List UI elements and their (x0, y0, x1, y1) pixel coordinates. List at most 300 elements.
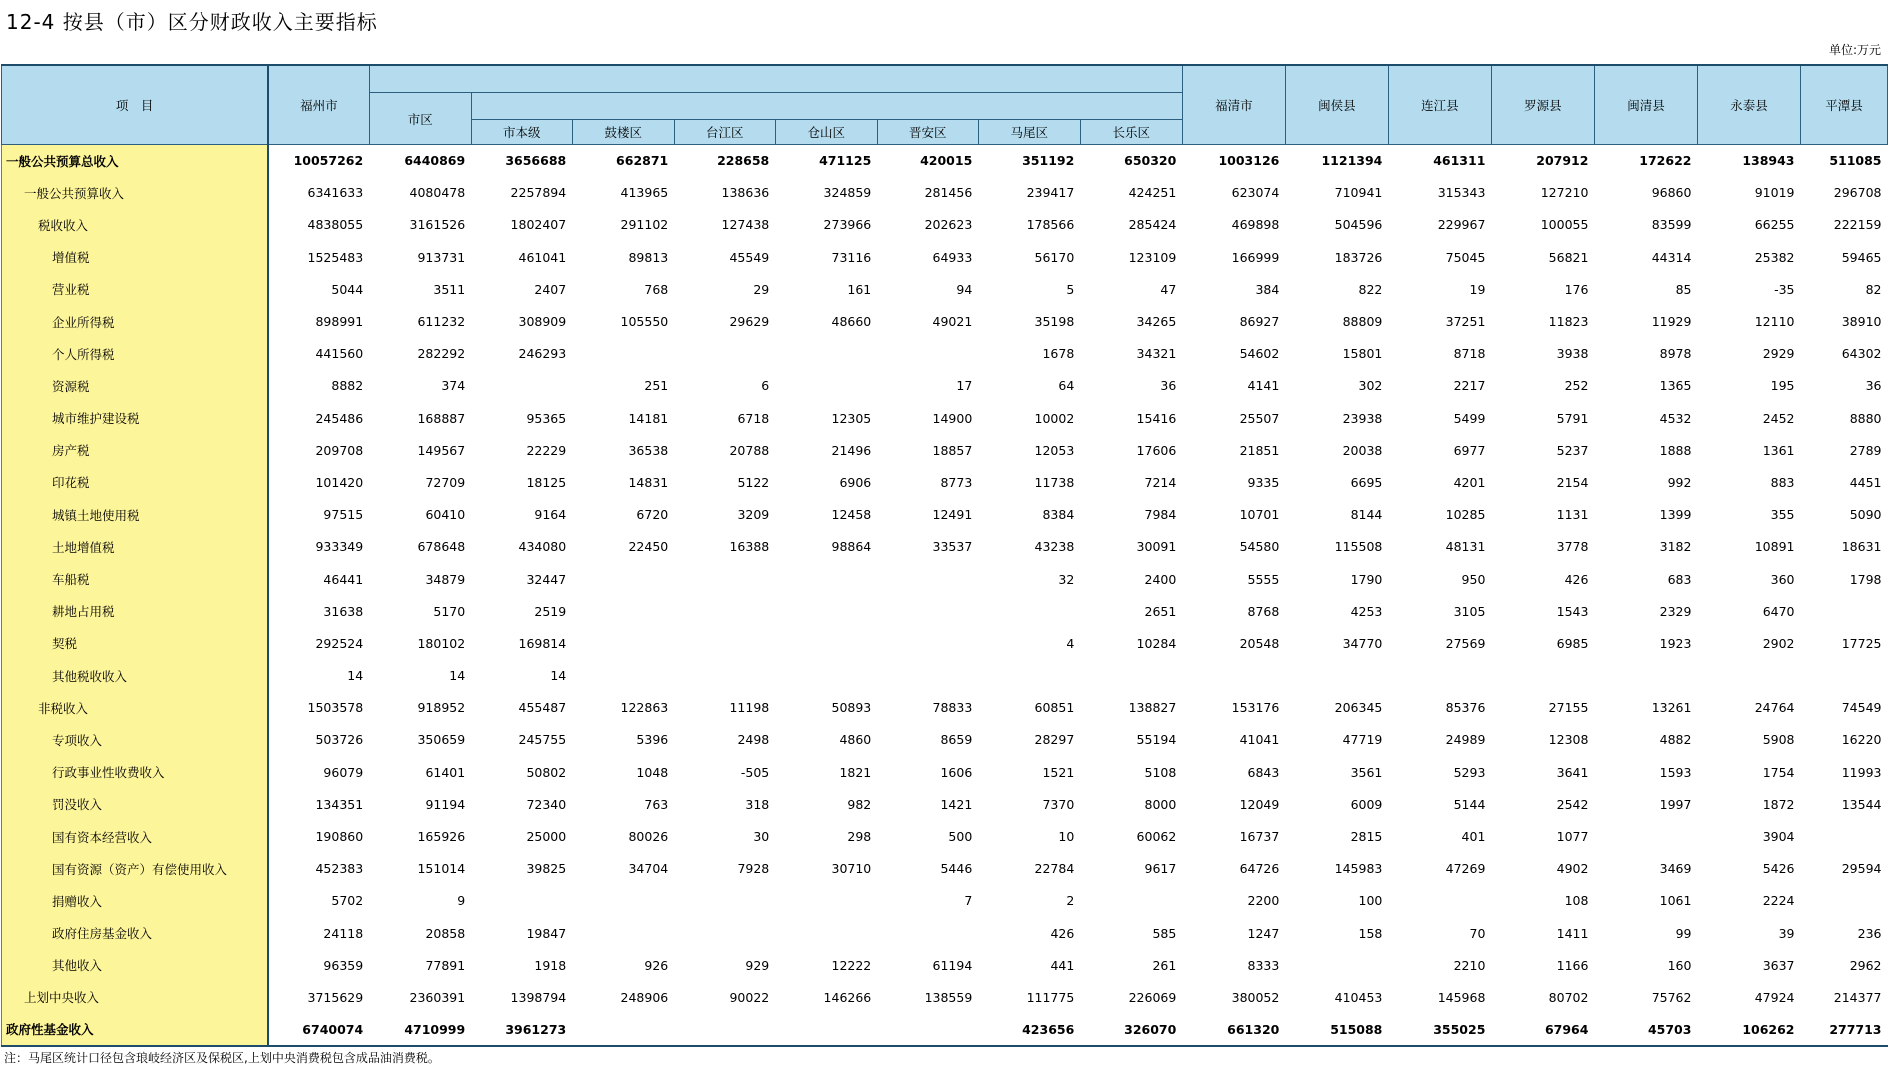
cell-value: 178566 (1026, 217, 1075, 233)
cell-value: 127438 (721, 217, 770, 233)
cell-value: 3105 (1453, 603, 1486, 619)
cell-value (1801, 595, 1888, 627)
header-district: 长乐区 (1080, 120, 1182, 145)
cell-value: 12110 (1754, 314, 1795, 330)
cell-value: 1061 (1659, 893, 1692, 909)
cell-value: 134351 (315, 796, 364, 812)
cell-value: 2815 (1350, 829, 1383, 845)
table-row (2, 756, 1888, 788)
row-label: 税收收入 (2, 209, 269, 241)
cell-value: 281456 (924, 185, 973, 201)
cell-value: 158 (1358, 925, 1383, 941)
cell-value: 36538 (628, 442, 669, 458)
cell-value: 96860 (1651, 185, 1692, 201)
cell-value (1491, 660, 1594, 692)
cell-value: 236 (1857, 925, 1882, 941)
cell-value: 38910 (1841, 314, 1882, 330)
cell-value: 48660 (831, 314, 872, 330)
row-label: 资源税 (2, 370, 269, 402)
header-item: 项 目 (2, 65, 269, 145)
table-row (2, 627, 1888, 659)
table-row (2, 595, 1888, 627)
table-row (2, 177, 1888, 209)
cell-value: 24118 (323, 925, 364, 941)
cell-value (775, 563, 877, 595)
cell-value: 8978 (1659, 346, 1692, 362)
cell-value: 8659 (940, 732, 973, 748)
table-row (2, 981, 1888, 1013)
cell-value: 17 (956, 378, 973, 394)
cell-value: 146266 (823, 989, 872, 1005)
cell-value: 3656688 (505, 153, 567, 169)
row-label: 其他税收收入 (2, 660, 269, 692)
cell-value: 2154 (1556, 474, 1589, 490)
unit-label: 单位:万元 (1828, 43, 1881, 57)
cell-value: 662871 (616, 153, 669, 169)
table-row (2, 885, 1888, 917)
cell-value: 85 (1675, 281, 1692, 297)
cell-value: 1398794 (510, 989, 567, 1005)
cell-value: 18857 (932, 442, 973, 458)
cell-value: 1421 (940, 796, 973, 812)
cell-value: 60410 (425, 507, 466, 523)
row-label: 个人所得税 (2, 338, 269, 370)
cell-value: 44314 (1651, 249, 1692, 265)
cell-value: 420015 (920, 153, 973, 169)
cell-value: 9335 (1247, 474, 1280, 490)
cell-value: 78833 (932, 700, 973, 716)
cell-value: 41041 (1239, 732, 1280, 748)
cell-value: 127210 (1540, 185, 1589, 201)
header-district: 马尾区 (978, 120, 1080, 145)
cell-value: 138559 (924, 989, 973, 1005)
cell-value: 96079 (323, 764, 364, 780)
cell-value: 153176 (1231, 700, 1280, 716)
cell-value: 165926 (417, 829, 466, 845)
cell-value (471, 885, 572, 917)
cell-value: 24764 (1754, 700, 1795, 716)
cell-value: 19 (1469, 281, 1486, 297)
cell-value: 1525483 (307, 249, 364, 265)
cell-value: 1121394 (1321, 153, 1383, 169)
table-row (2, 241, 1888, 273)
cell-value: 424251 (1128, 185, 1177, 201)
cell-value: 74549 (1841, 700, 1882, 716)
cell-value: 3904 (1762, 829, 1795, 845)
cell-value: 5170 (433, 603, 466, 619)
cell-value: 14 (550, 668, 567, 684)
cell-value: 13544 (1841, 796, 1882, 812)
table-row (2, 917, 1888, 949)
cell-value: 14 (449, 668, 466, 684)
cell-value: 504596 (1334, 217, 1383, 233)
cell-value: 6 (761, 378, 770, 394)
cell-value: 14831 (628, 474, 669, 490)
cell-value: 248906 (620, 989, 669, 1005)
table-row (2, 724, 1888, 756)
cell-value: 80026 (628, 829, 669, 845)
cell-value: 91194 (425, 796, 466, 812)
table-row (2, 692, 1888, 724)
cell-value: 7 (964, 893, 973, 909)
cell-value: 5396 (636, 732, 669, 748)
cell-value: 5090 (1849, 507, 1882, 523)
table-row (2, 853, 1888, 885)
cell-value: 36 (1160, 378, 1177, 394)
cell-value: 3209 (737, 507, 770, 523)
cell-value: 3469 (1659, 861, 1692, 877)
cell-value: 98864 (831, 539, 872, 555)
table-row (2, 370, 1888, 402)
cell-value: 176 (1564, 281, 1589, 297)
cell-value: 12308 (1548, 732, 1589, 748)
cell-value: 1399 (1659, 507, 1692, 523)
cell-value: 1365 (1659, 378, 1692, 394)
cell-value (1594, 660, 1697, 692)
cell-value: 5237 (1556, 442, 1589, 458)
cell-value: 5044 (331, 281, 364, 297)
cell-value: 34704 (628, 861, 669, 877)
cell-value: 623074 (1231, 185, 1280, 201)
table-body (2, 145, 1888, 1046)
table-row (2, 305, 1888, 337)
cell-value: 20788 (729, 442, 770, 458)
table-row (2, 145, 1888, 177)
cell-value: 5702 (331, 893, 364, 909)
cell-value: 2498 (737, 732, 770, 748)
cell-value: 245486 (315, 410, 364, 426)
cell-value: 60062 (1136, 829, 1177, 845)
cell-value: 3182 (1659, 539, 1692, 555)
cell-value: 1593 (1659, 764, 1692, 780)
cell-value: 56821 (1548, 249, 1589, 265)
cell-value (775, 627, 877, 659)
cell-value: 8333 (1247, 957, 1280, 973)
cell-value: 12491 (932, 507, 973, 523)
cell-value: 83599 (1651, 217, 1692, 233)
cell-value (1801, 660, 1888, 692)
cell-value: 6977 (1453, 442, 1486, 458)
cell-value: 25382 (1754, 249, 1795, 265)
cell-value: 1521 (1042, 764, 1075, 780)
cell-value: 80702 (1548, 989, 1589, 1005)
cell-value: 883 (1770, 474, 1795, 490)
cell-value: 18125 (526, 474, 567, 490)
cell-value: 30091 (1136, 539, 1177, 555)
cell-value: 54580 (1239, 539, 1280, 555)
cell-value: 3961273 (471, 1014, 572, 1046)
cell-value: 1821 (839, 764, 872, 780)
table-row (2, 273, 1888, 305)
row-label: 房产税 (2, 434, 269, 466)
cell-value: 298 (847, 829, 872, 845)
cell-value: 29629 (729, 314, 770, 330)
cell-value: 101420 (315, 474, 364, 490)
cell-value: 2452 (1762, 410, 1795, 426)
cell-value: 20038 (1342, 442, 1383, 458)
row-label: 政府性基金收入 (2, 1014, 269, 1046)
cell-value: 168887 (417, 410, 466, 426)
cell-value (775, 885, 877, 917)
cell-value: 10002 (1034, 410, 1075, 426)
cell-value: 6718 (737, 410, 770, 426)
cell-value: 380052 (1231, 989, 1280, 1005)
table-row (2, 531, 1888, 563)
cell-value: 2407 (534, 281, 567, 297)
cell-value: 222159 (1833, 217, 1882, 233)
header-district: 晋安区 (877, 120, 978, 145)
cell-value: 3938 (1556, 346, 1589, 362)
table-row (2, 402, 1888, 434)
cell-value (1388, 885, 1491, 917)
cell-value: 12053 (1034, 442, 1075, 458)
cell-value: 3641 (1556, 764, 1589, 780)
cell-value: 64933 (932, 249, 973, 265)
row-label: 捐赠收入 (2, 885, 269, 917)
cell-value: 5555 (1247, 571, 1280, 587)
cell-value (1594, 820, 1697, 852)
cell-value: 47924 (1754, 989, 1795, 1005)
cell-value: 89813 (628, 249, 669, 265)
cell-value: 2329 (1659, 603, 1692, 619)
cell-value: 34265 (1136, 314, 1177, 330)
cell-value: 374 (441, 378, 466, 394)
header-county: 罗源县 (1491, 65, 1594, 145)
cell-value: 251 (644, 378, 669, 394)
cell-value: 22450 (628, 539, 669, 555)
cell-value: 190860 (315, 829, 364, 845)
header-district: 鼓楼区 (572, 120, 674, 145)
cell-value: 4882 (1659, 732, 1692, 748)
cell-value: 34321 (1136, 346, 1177, 362)
cell-value: 6843 (1247, 764, 1280, 780)
cell-value: 138827 (1128, 700, 1177, 716)
cell-value: 60851 (1034, 700, 1075, 716)
row-label: 国有资本经营收入 (2, 820, 269, 852)
cell-value: 99 (1675, 925, 1692, 941)
cell-value: 50802 (526, 764, 567, 780)
cell-value: -505 (740, 764, 770, 780)
cell-value: 9617 (1144, 861, 1177, 877)
cell-value: 22229 (526, 442, 567, 458)
cell-value: 5108 (1144, 764, 1177, 780)
cell-value: 195 (1770, 378, 1795, 394)
cell-value: 64726 (1239, 861, 1280, 877)
cell-value (877, 660, 978, 692)
table-row (2, 563, 1888, 595)
cell-value: 1997 (1659, 796, 1692, 812)
cell-value: 160 (1667, 957, 1692, 973)
cell-value: 324859 (823, 185, 872, 201)
cell-value: 1166 (1556, 957, 1589, 973)
cell-value: 3778 (1556, 539, 1589, 555)
cell-value (1182, 660, 1285, 692)
row-label: 罚没收入 (2, 788, 269, 820)
cell-value: 913731 (417, 249, 466, 265)
row-label: 其他收入 (2, 949, 269, 981)
row-label: 耕地占用税 (2, 595, 269, 627)
cell-value (572, 338, 674, 370)
cell-value: 992 (1667, 474, 1692, 490)
row-label: 一般公共预算收入 (2, 177, 269, 209)
cell-value (877, 338, 978, 370)
cell-value: 85376 (1445, 700, 1486, 716)
cell-value: 315343 (1437, 185, 1486, 201)
cell-value: 82 (1865, 281, 1882, 297)
table-row (2, 499, 1888, 531)
cell-value: 8768 (1247, 603, 1280, 619)
cell-value: 15416 (1136, 410, 1177, 426)
cell-value (674, 1014, 775, 1046)
cell-value: 401 (1461, 829, 1486, 845)
cell-value (674, 338, 775, 370)
cell-value: 2929 (1762, 346, 1795, 362)
cell-value: 12049 (1239, 796, 1280, 812)
cell-value: 214377 (1833, 989, 1882, 1005)
cell-value: 452383 (315, 861, 364, 877)
cell-value: 7928 (737, 861, 770, 877)
cell-value: 926 (644, 957, 669, 973)
cell-value: 585 (1152, 925, 1177, 941)
header-district: 市本级 (471, 120, 572, 145)
cell-value: 30 (753, 829, 770, 845)
cell-value: 29 (753, 281, 770, 297)
cell-value: 8882 (331, 378, 364, 394)
cell-value: 10285 (1445, 507, 1486, 523)
cell-value (1697, 660, 1800, 692)
cell-value (674, 595, 775, 627)
cell-value: 151014 (417, 861, 466, 877)
cell-value: 261 (1152, 957, 1177, 973)
cell-value: 91019 (1754, 185, 1795, 201)
cell-value: 31638 (323, 603, 364, 619)
cell-value: 123109 (1128, 249, 1177, 265)
cell-value: 4838055 (307, 217, 364, 233)
cell-value: 1543 (1556, 603, 1589, 619)
cell-value: 8384 (1042, 507, 1075, 523)
cell-value: 950 (1461, 571, 1486, 587)
cell-value: 1678 (1042, 346, 1075, 362)
cell-value: 252 (1564, 378, 1589, 394)
cell-value: 17606 (1136, 442, 1177, 458)
cell-value (775, 917, 877, 949)
table-row (2, 434, 1888, 466)
cell-value: 360 (1770, 571, 1795, 587)
cell-value: 6695 (1350, 474, 1383, 490)
cell-value (572, 885, 674, 917)
cell-value: 1077 (1556, 829, 1589, 845)
cell-value: 384 (1255, 281, 1280, 297)
cell-value: 5499 (1453, 410, 1486, 426)
cell-value: 2519 (534, 603, 567, 619)
cell-value: 469898 (1231, 217, 1280, 233)
cell-value: 471125 (819, 153, 872, 169)
cell-value: 11823 (1548, 314, 1589, 330)
cell-value: 72340 (526, 796, 567, 812)
cell-value: 461311 (1433, 153, 1486, 169)
cell-value: 1923 (1659, 635, 1692, 651)
cell-value: 14 (347, 668, 364, 684)
footnote: 注：马尾区统计口径包含琅岐经济区及保税区,上划中央消费税包含成品油消费税。 (4, 1051, 440, 1065)
cell-value: 25000 (526, 829, 567, 845)
cell-value: 145983 (1334, 861, 1383, 877)
cell-value: 4451 (1849, 474, 1882, 490)
cell-value: 302 (1358, 378, 1383, 394)
cell-value: 5 (1066, 281, 1075, 297)
cell-value: 441560 (315, 346, 364, 362)
cell-value: 434080 (518, 539, 567, 555)
cell-value (1080, 885, 1182, 917)
cell-value: 105550 (620, 314, 669, 330)
cell-value: 661320 (1182, 1014, 1285, 1046)
cell-value: 10701 (1239, 507, 1280, 523)
cell-value (978, 595, 1080, 627)
table-row (2, 660, 1888, 692)
cell-value: 32447 (526, 571, 567, 587)
cell-value: 73116 (831, 249, 872, 265)
cell-value: 1003126 (1218, 153, 1280, 169)
cell-value: 441 (1050, 957, 1075, 973)
cell-value: 1872 (1762, 796, 1795, 812)
cell-value: 2962 (1849, 957, 1882, 973)
row-label: 印花税 (2, 466, 269, 498)
cell-value: 5122 (737, 474, 770, 490)
cell-value: 39 (1778, 925, 1795, 941)
cell-value (572, 563, 674, 595)
cell-value: 291102 (620, 217, 669, 233)
cell-value: 1918 (534, 957, 567, 973)
cell-value: 88809 (1342, 314, 1383, 330)
cell-value (572, 627, 674, 659)
cell-value: 100055 (1540, 217, 1589, 233)
cell-value: 66255 (1754, 217, 1795, 233)
cell-value: 12305 (831, 410, 872, 426)
cell-value: 982 (847, 796, 872, 812)
header-blank (471, 93, 1182, 120)
cell-value: 33537 (932, 539, 973, 555)
cell-value: 36 (1865, 378, 1882, 394)
row-label: 一般公共预算总收入 (2, 145, 269, 177)
cell-value: 20548 (1239, 635, 1280, 651)
cell-value: 3715629 (307, 989, 364, 1005)
cell-value: 100 (1358, 893, 1383, 909)
cell-value: 12222 (831, 957, 872, 973)
cell-value: 172622 (1639, 153, 1692, 169)
cell-value: 678648 (417, 539, 466, 555)
cell-value: 1411 (1556, 925, 1589, 941)
cell-value: 86927 (1239, 314, 1280, 330)
row-label: 企业所得税 (2, 305, 269, 337)
cell-value (572, 1014, 674, 1046)
cell-value: 14900 (932, 410, 973, 426)
cell-value: 245755 (518, 732, 567, 748)
cell-value: 6985 (1556, 635, 1589, 651)
cell-value: 67964 (1491, 1014, 1594, 1046)
cell-value: 95365 (526, 410, 567, 426)
row-label: 专项收入 (2, 724, 269, 756)
cell-value: 47269 (1445, 861, 1486, 877)
cell-value: 75762 (1651, 989, 1692, 1005)
cell-value: 3637 (1762, 957, 1795, 973)
cell-value: 1361 (1762, 442, 1795, 458)
cell-value: 97515 (323, 507, 364, 523)
cell-value: 413965 (620, 185, 669, 201)
cell-value: 14181 (628, 410, 669, 426)
cell-value: 16388 (729, 539, 770, 555)
table-row (2, 788, 1888, 820)
cell-value (877, 595, 978, 627)
cell-value: 16220 (1841, 732, 1882, 748)
